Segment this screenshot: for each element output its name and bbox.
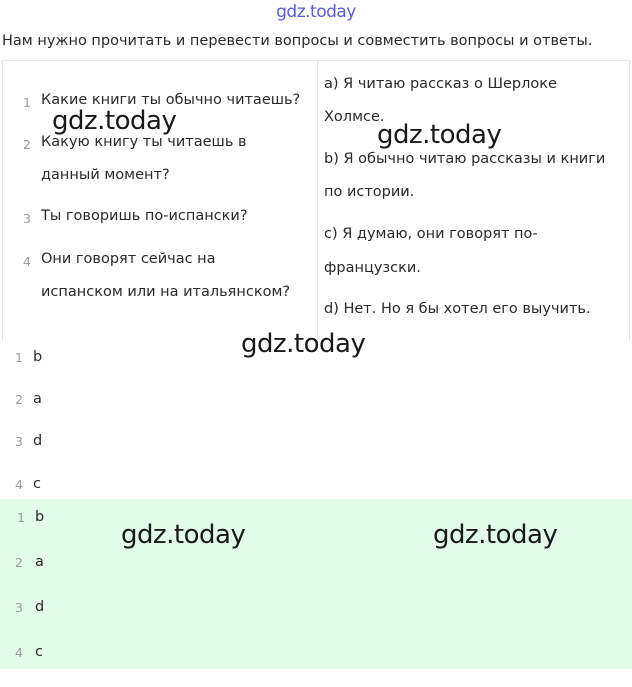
watermark: gdz.today xyxy=(241,329,366,359)
list-item xyxy=(0,434,632,476)
question-text: Какую книгу ты читаешь в xyxy=(41,134,247,150)
watermark: gdz.today xyxy=(377,120,502,150)
watermark: gdz.today xyxy=(433,520,558,550)
answer-text: Холмсе. xyxy=(324,109,385,125)
answer-text: b) Я обычно читаю рассказы и книги xyxy=(324,151,606,167)
match-value: b xyxy=(35,509,45,525)
list-item xyxy=(0,555,632,597)
qa-table xyxy=(2,60,630,341)
answer-text: французски. xyxy=(324,260,421,276)
question-text: Какие книги ты обычно читаешь? xyxy=(41,92,301,108)
task-intro: Нам нужно прочитать и перевести вопросы и совместить вопросы и ответы. xyxy=(2,33,593,49)
list-item xyxy=(0,600,632,642)
match-number: 1 xyxy=(17,510,25,525)
answer-text: c) Я думаю, они говорят по- xyxy=(324,226,538,242)
question-number: 4 xyxy=(23,254,31,269)
answer-text: a) Я читаю рассказ о Шерлоке xyxy=(324,76,557,92)
answer-text: по истории. xyxy=(324,184,415,200)
question-text: Они говорят сейчас на xyxy=(41,251,216,267)
match-value: c xyxy=(35,644,43,660)
match-number: 2 xyxy=(15,392,23,407)
answer-text: d) Нет. Но я бы хотел его выучить. xyxy=(324,301,591,317)
site-logo[interactable]: gdz.today xyxy=(276,2,356,22)
list-item xyxy=(0,645,632,687)
list-item xyxy=(0,392,632,434)
match-value: a xyxy=(35,554,44,570)
column-divider xyxy=(317,61,318,342)
highlighted-answer-block xyxy=(0,499,632,669)
match-value: d xyxy=(33,433,43,449)
question-number: 3 xyxy=(23,211,31,226)
question-text: Ты говоришь по-испански? xyxy=(41,208,248,224)
match-number: 2 xyxy=(15,555,23,570)
match-number: 4 xyxy=(15,477,23,492)
match-number: 3 xyxy=(15,434,23,449)
match-value: a xyxy=(33,391,42,407)
question-number: 2 xyxy=(23,137,31,152)
question-text: испанском или на итальянском? xyxy=(41,284,291,300)
match-number: 3 xyxy=(15,600,23,615)
question-text: данный момент? xyxy=(41,167,170,183)
match-value: d xyxy=(35,599,45,615)
match-number: 4 xyxy=(15,645,23,660)
watermark: gdz.today xyxy=(121,520,246,550)
list-item xyxy=(0,350,632,392)
match-number: 1 xyxy=(15,350,23,365)
question-number: 1 xyxy=(23,95,31,110)
match-value: b xyxy=(33,349,43,365)
list-item xyxy=(0,510,632,552)
watermark: gdz.today xyxy=(52,106,177,136)
match-value: c xyxy=(33,476,41,492)
